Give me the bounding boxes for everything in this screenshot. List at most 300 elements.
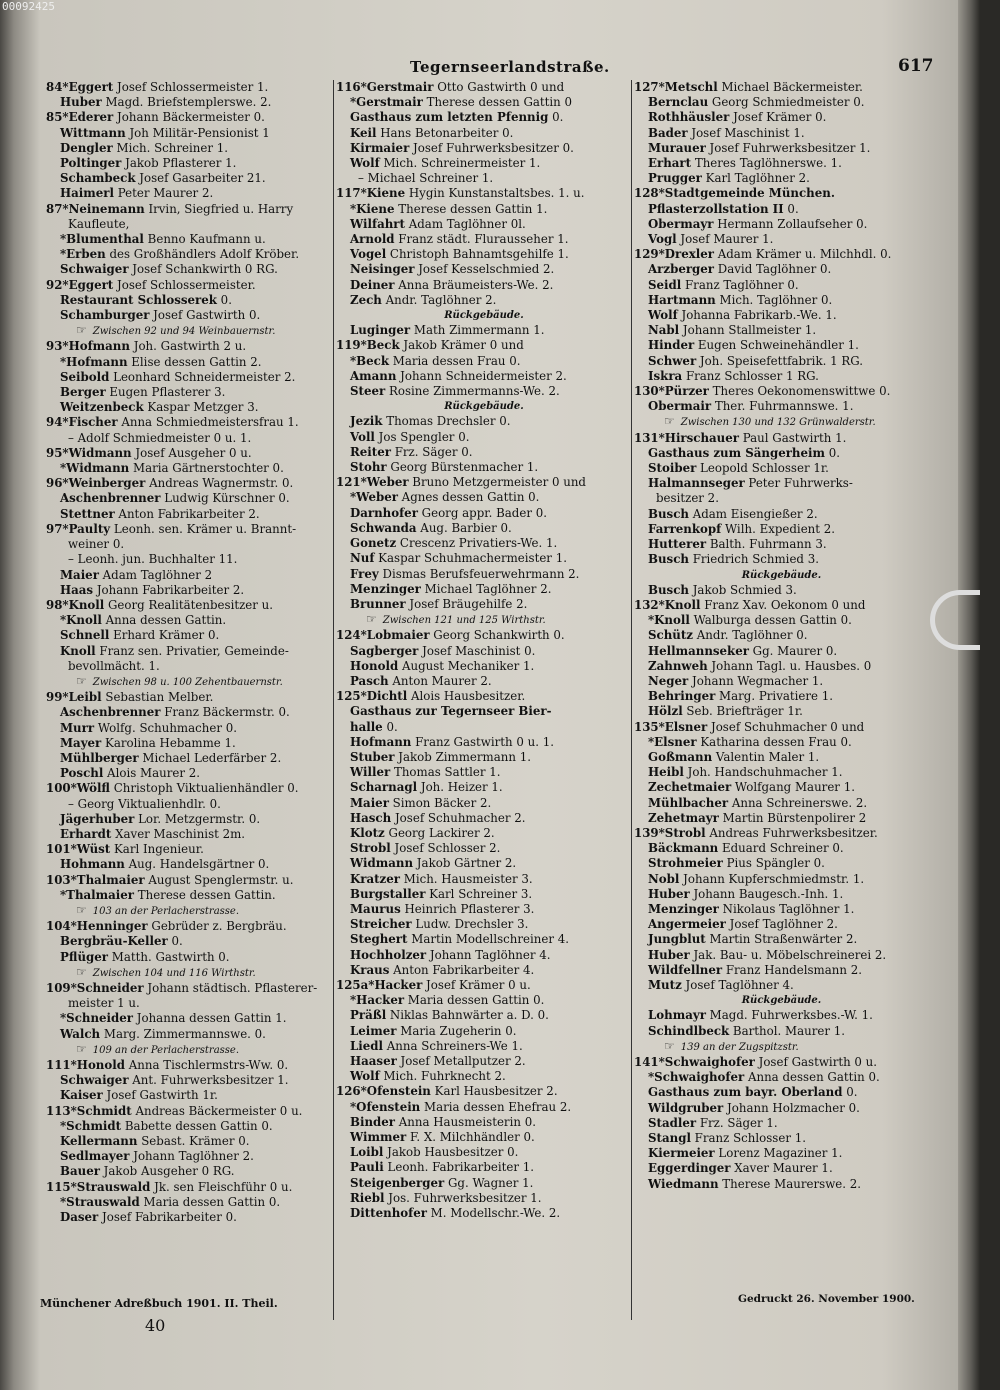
resident-entry <box>336 811 632 826</box>
resident-details: Josef Taglöhner 4. <box>681 977 794 992</box>
resident-name: Kratzer <box>350 871 400 886</box>
resident-entry <box>46 766 346 781</box>
resident-details: Anna Schreinerswe. 2. <box>728 795 868 810</box>
resident-name: *Strauswald <box>60 1194 140 1209</box>
resident-name: Voll <box>350 429 375 444</box>
resident-entry <box>634 856 929 871</box>
resident-details: Josef Gastwirth 0 u. <box>754 1055 878 1069</box>
resident-entry <box>46 721 346 736</box>
resident-name: Seidl <box>648 277 682 292</box>
resident-details: Ther. Fuhrmannswe. 1. <box>711 399 854 414</box>
resident-entry <box>46 95 346 110</box>
resident-details: Jakob Gärtner 2. <box>413 856 517 871</box>
resident-entry <box>634 628 929 643</box>
resident-name: Haimerl <box>60 186 114 201</box>
resident-entry <box>634 583 929 598</box>
resident-details: Josef Taglöhner 2. <box>725 917 838 932</box>
resident-name: 115*Strauswald <box>46 1179 151 1194</box>
resident-name: Mühlberger <box>60 750 139 765</box>
resident-details: Karl Hausbesitzer 2. <box>430 1084 558 1099</box>
resident-name: Dittenhofer <box>350 1206 427 1221</box>
resident-details: Andreas Fuhrwerksbesitzer. <box>705 825 878 840</box>
resident-entry <box>46 247 346 262</box>
resident-name: Goßmann <box>648 749 713 764</box>
resident-name: *Schneider <box>60 1011 133 1026</box>
resident-entry <box>634 446 929 461</box>
resident-entry <box>46 507 346 522</box>
resident-entry <box>46 308 346 323</box>
resident-name: Wiedmann <box>648 1176 719 1191</box>
resident-entry <box>634 552 929 567</box>
resident-name: Schwer <box>648 353 697 368</box>
resident-details: – Georg Viktualienhdlr. 0. <box>68 796 221 811</box>
resident-name: Lohmayr <box>648 1008 706 1023</box>
resident-details: Rosine Zimmermanns-We. 2. <box>385 384 560 399</box>
resident-name: 109*Schneider <box>46 980 144 995</box>
resident-details: Georg Schmiedmeister 0. <box>708 95 865 110</box>
resident-name: Präßl <box>350 1008 387 1023</box>
section-note <box>46 674 346 690</box>
resident-name: 85*Ederer <box>46 110 114 125</box>
resident-name: 141*Schwaighofer <box>634 1055 755 1069</box>
resident-entry <box>634 399 929 414</box>
resident-name: halle <box>350 719 383 734</box>
resident-details: Joh. Handschuhmacher 1. <box>683 765 843 780</box>
house-entry <box>46 522 346 537</box>
note-text: Zwischen 130 und 132 Grünwalderstr. <box>680 417 876 429</box>
resident-details: Johann Schneidermeister 2. <box>396 368 567 383</box>
resident-entry <box>336 796 632 811</box>
resident-name: Walch <box>60 1026 101 1041</box>
resident-entry <box>336 1024 632 1039</box>
resident-entry <box>634 1177 929 1192</box>
resident-details: Georg Realitätenbesitzer u. <box>104 597 274 612</box>
resident-details: Josef Maurer 1. <box>676 232 774 247</box>
resident-entry <box>336 826 632 841</box>
resident-name: Hellmannseker <box>648 643 749 658</box>
resident-name: Leimer <box>350 1023 397 1038</box>
resident-name: Arnold <box>350 232 395 247</box>
resident-entry <box>336 841 632 856</box>
resident-name: *Blumenthal <box>60 232 144 247</box>
resident-entry <box>46 1134 346 1149</box>
resident-details: F. X. Milchhändler 0. <box>406 1130 535 1145</box>
resident-details: Xaver Maurer 1. <box>730 1161 833 1176</box>
resident-details: Joh. Speisefettfabrik. 1 RG. <box>696 353 863 368</box>
resident-details: Wolfg. Schuhmacher 0. <box>94 720 237 735</box>
resident-entry <box>336 171 632 186</box>
resident-entry <box>46 888 346 903</box>
resident-entry <box>634 461 929 476</box>
resident-name: Bauer <box>60 1164 100 1179</box>
resident-details: Simon Bäcker 2. <box>388 795 492 810</box>
resident-name: Vogl <box>648 232 677 247</box>
section-note <box>46 323 346 339</box>
resident-entry <box>46 461 346 476</box>
resident-name: Pasch <box>350 673 389 688</box>
resident-name: *Erben <box>60 247 106 262</box>
resident-entry <box>336 232 632 247</box>
resident-entry <box>46 400 346 415</box>
house-entry <box>46 278 346 293</box>
resident-name: Frey <box>350 566 379 581</box>
resident-entry <box>634 1146 929 1161</box>
resident-details: Johann Taglöhner 2. <box>129 1149 254 1164</box>
resident-details: Josef Metallputzer 2. <box>396 1054 526 1068</box>
resident-name: Murauer <box>648 140 706 155</box>
pointing-hand-icon: ☞ <box>76 1041 87 1056</box>
resident-details: Therese dessen Gattin 1. <box>394 201 548 216</box>
resident-name: Kraus <box>350 962 390 977</box>
resident-name: Mutz <box>648 977 682 992</box>
house-entry <box>634 80 929 95</box>
resident-details: Martin Modellschreiner 4. <box>407 932 569 947</box>
resident-details: des Großhändlers Adolf Kröber. <box>105 247 300 262</box>
resident-name: *Knoll <box>60 613 102 628</box>
resident-entry <box>634 95 929 110</box>
resident-details: Therese dessen Gattin. <box>133 887 276 902</box>
resident-details: – Leonh. jun. Buchhalter 11. <box>68 552 238 567</box>
resident-details: Anna Hausmeisterin 0. <box>395 1114 536 1129</box>
resident-details: Seb. Briefträger 1r. <box>682 704 803 719</box>
resident-name: Stadler <box>648 1115 697 1130</box>
resident-details: Frz. Säger 0. <box>390 444 473 459</box>
resident-name: 94*Fischer <box>46 415 118 430</box>
resident-entry <box>634 796 929 811</box>
resident-name: Neisinger <box>350 262 415 277</box>
resident-details: Crescenz Privatiers-We. 1. <box>396 536 558 551</box>
resident-name: Nabl <box>648 323 680 338</box>
resident-name: 130*Pürzer <box>634 384 709 399</box>
resident-name: Busch <box>648 506 689 521</box>
resident-details: Johann Holzmacher 0. <box>723 1100 860 1115</box>
resident-name: Steghert <box>350 932 408 947</box>
resident-name: Weitzenbeck <box>60 400 144 415</box>
resident-name: Hutterer <box>648 537 707 552</box>
resident-details: Josef Krämer 0. <box>729 110 827 125</box>
pointing-hand-icon: ☞ <box>76 902 87 917</box>
resident-details: Ant. Fuhrwerksbesitzer 1. <box>128 1073 289 1088</box>
house-entry <box>336 338 632 353</box>
resident-entry <box>634 323 929 338</box>
resident-details: Benno Kaufmann u. <box>143 232 266 247</box>
house-entry <box>336 628 632 643</box>
pointing-hand-icon: ☞ <box>76 964 87 979</box>
pointing-hand-icon: ☞ <box>366 612 377 627</box>
resident-details: Johann Baugesch.-Inh. 1. <box>689 886 844 901</box>
resident-details: Jk. sen Fleischführ 0 u. <box>150 1179 293 1194</box>
house-entry <box>46 80 346 95</box>
resident-name: Liedl <box>350 1038 384 1053</box>
resident-entry <box>336 490 632 505</box>
resident-entry <box>336 445 632 460</box>
pointing-hand-icon: ☞ <box>664 414 675 429</box>
house-entry <box>46 1180 346 1195</box>
resident-name: *Elsner <box>648 734 697 749</box>
resident-details: 0. <box>382 719 398 734</box>
resident-details: Josef Kesselschmied 2. <box>414 262 555 277</box>
resident-name: Haas <box>60 582 94 597</box>
resident-details: Sebast. Krämer 0. <box>137 1134 250 1149</box>
resident-details: 0. <box>167 934 183 949</box>
resident-details: Thomas Sattler 1. <box>390 765 501 780</box>
resident-entry <box>634 1131 929 1146</box>
resident-details: Christoph Bahnamtsgehilfe 1. <box>386 247 569 262</box>
resident-entry <box>336 567 632 582</box>
resident-details: Anna Bräumeisters-We. 2. <box>394 277 554 292</box>
resident-entry <box>634 902 929 917</box>
resident-name: 99*Leibl <box>46 690 102 705</box>
resident-details: Maria Zugeherin 0. <box>396 1023 517 1038</box>
resident-entry <box>46 385 346 400</box>
resident-details: Maria Gärtnerstochter 0. <box>129 461 284 476</box>
resident-details: Ludw. Drechsler 3. <box>411 917 529 932</box>
resident-entry <box>634 141 929 156</box>
resident-details: Jakob Ausgeher 0 RG. <box>99 1164 235 1179</box>
resident-entry <box>336 1130 632 1145</box>
resident-entry <box>336 735 632 750</box>
resident-details: Mich. Fuhrknecht 2. <box>379 1069 506 1084</box>
resident-details: Ludwig Kürschner 0. <box>160 491 290 506</box>
page-header <box>30 56 934 80</box>
resident-name: Zechetmaier <box>648 780 732 795</box>
resident-entry <box>634 293 929 308</box>
resident-details: Magd. Fuhrwerksbes.-W. 1. <box>705 1008 873 1023</box>
resident-entry <box>46 431 346 446</box>
pointing-hand-icon: ☞ <box>664 1038 675 1053</box>
resident-name: Murr <box>60 720 95 735</box>
resident-entry <box>336 887 632 902</box>
street-title: Tegernseerlandstraße. <box>410 58 610 76</box>
resident-name: Strobl <box>350 841 391 856</box>
resident-name: 127*Metschl <box>634 80 718 94</box>
resident-entry <box>336 932 632 947</box>
resident-name: Busch <box>648 552 689 567</box>
resident-name: Huber <box>648 886 690 901</box>
resident-name: Zehetmayr <box>648 810 719 825</box>
resident-entry <box>336 582 632 597</box>
resident-entry <box>336 963 632 978</box>
resident-name: Mayer <box>60 735 102 750</box>
resident-entry <box>336 354 632 369</box>
note-text: Zwischen 98 u. 100 Zehentbauernstr. <box>92 676 283 688</box>
resident-name: Wolf <box>648 308 678 323</box>
resident-name: Poltinger <box>60 156 122 171</box>
resident-entry <box>46 827 346 842</box>
resident-details: Gebrüder z. Bergbräu. <box>147 919 287 934</box>
resident-details: M. Modellschr.-We. 2. <box>426 1206 561 1221</box>
resident-details: Josef Maschinist 0. <box>418 643 536 658</box>
resident-name: Bernclau <box>648 95 709 110</box>
resident-name: *Ofenstein <box>350 1099 421 1114</box>
resident-details: Adam Krämer u. Milchhdl. 0. <box>713 247 892 262</box>
resident-details: Johann Tagl. u. Hausbes. 0 <box>707 658 872 673</box>
resident-entry <box>46 141 346 156</box>
resident-name: Schwanda <box>350 520 417 535</box>
note-text: 139 an der Zugspitzstr. <box>680 1041 799 1053</box>
resident-name: Stangl <box>648 1131 691 1146</box>
resident-name: 84*Eggert <box>46 80 114 94</box>
resident-details: Wolfgang Maurer 1. <box>731 780 855 795</box>
resident-name: Stoiber <box>648 461 697 476</box>
resident-entry <box>634 476 929 491</box>
resident-details: Joh. Heizer 1. <box>417 780 503 795</box>
resident-name: Menzinger <box>648 901 719 916</box>
resident-name: *Schwaighofer <box>648 1070 745 1085</box>
resident-details: Jakob Hausbesitzer 0. <box>383 1145 519 1160</box>
resident-entry <box>336 704 632 719</box>
resident-name: Obermayr <box>648 216 714 231</box>
resident-details: Karl Ingenieur. <box>110 842 204 857</box>
resident-entry <box>336 597 632 612</box>
resident-name: Streicher <box>350 917 412 932</box>
paper-clip <box>930 590 980 650</box>
footer-page-number: 40 <box>145 1316 166 1335</box>
note-text: Zwischen 104 und 116 Wirthstr. <box>92 967 256 979</box>
resident-details: Lorenz Magaziner 1. <box>714 1146 843 1161</box>
resident-entry <box>336 369 632 384</box>
resident-entry <box>46 1011 346 1026</box>
resident-details: Johann Stallmeister 1. <box>679 323 817 338</box>
resident-entry <box>634 308 929 323</box>
resident-name: Seibold <box>60 369 110 384</box>
resident-entry <box>634 1070 929 1085</box>
resident-entry <box>46 950 346 965</box>
resident-entry <box>634 202 929 217</box>
resident-details: Josef Maschinist 1. <box>687 125 805 140</box>
resident-details: Hans Betonarbeiter 0. <box>376 125 514 140</box>
resident-details: Franz Taglöhner 0. <box>681 277 799 292</box>
resident-details: Eduard Schreiner 0. <box>718 841 844 856</box>
resident-name: Schwaiger <box>60 1073 129 1088</box>
footer-print-date: Gedruckt 26. November 1900. <box>738 1293 915 1305</box>
resident-entry <box>336 521 632 536</box>
resident-details: Gg. Wagner 1. <box>444 1175 534 1190</box>
resident-entry <box>634 537 929 552</box>
resident-name: Jezik <box>350 414 383 429</box>
resident-name: 129*Drexler <box>634 247 714 262</box>
resident-details: – Adolf Schmiedmeister 0 u. 1. <box>68 430 252 445</box>
resident-entry <box>634 780 929 795</box>
resident-details: August Spenglermstr. u. <box>144 872 294 887</box>
resident-entry <box>46 613 346 628</box>
resident-name: Widmann <box>350 856 414 871</box>
resident-name: Steer <box>350 384 386 399</box>
resident-name: Jägerhuber <box>60 811 135 826</box>
resident-name: Wittmann <box>60 125 126 140</box>
resident-name: Loibl <box>350 1145 384 1160</box>
resident-name: Schindlbeck <box>648 1023 730 1038</box>
resident-name: Maier <box>350 795 389 810</box>
resident-details: Niklas Bahnwärter a. D. 0. <box>386 1008 549 1023</box>
resident-name: Halmannseger <box>648 476 745 491</box>
resident-name: Erhart <box>648 156 692 171</box>
house-entry <box>46 842 346 857</box>
resident-name: Klotz <box>350 825 385 840</box>
resident-name: Kiermeier <box>648 1146 715 1161</box>
resident-name: *Hofmann <box>60 354 128 369</box>
house-entry <box>336 1084 632 1099</box>
resident-entry <box>336 1115 632 1130</box>
resident-name: *Knoll <box>648 613 690 628</box>
resident-details: Elise dessen Gattin 2. <box>127 354 262 369</box>
resident-details: Adam Taglöhner 2 <box>98 567 213 582</box>
house-entry <box>336 186 632 201</box>
resident-details: Georg Bürstenmacher 1. <box>386 460 539 475</box>
pointing-hand-icon: ☞ <box>76 673 87 688</box>
resident-entry <box>46 751 346 766</box>
resident-entry <box>634 963 929 978</box>
resident-details: Josef Schlosser 2. <box>390 841 501 856</box>
resident-name: Gasthaus zum letzten Pfennig <box>350 110 549 125</box>
resident-details: Leonhard Schneidermeister 2. <box>109 369 296 384</box>
resident-details: Kaspar Metzger 3. <box>143 400 259 415</box>
resident-name: 135*Elsner <box>634 719 708 734</box>
resident-name: Neger <box>648 673 689 688</box>
resident-details: Johann städtisch. Pflasterer- <box>143 980 318 995</box>
resident-name: Behringer <box>648 689 716 704</box>
resident-entry <box>336 1054 632 1069</box>
resident-name: Arzberger <box>648 262 715 277</box>
resident-name: Rothhäusler <box>648 110 730 125</box>
resident-entry <box>634 232 929 247</box>
resident-entry <box>46 1088 346 1103</box>
resident-name: Brunner <box>350 596 406 611</box>
resident-name: Stuber <box>350 749 395 764</box>
resident-name: 111*Honold <box>46 1058 125 1072</box>
resident-details: Theres Taglöhnerswe. 1. <box>691 156 842 171</box>
resident-details: Martin Straßenwärter 2. <box>705 932 858 947</box>
resident-details: Peter Fuhrwerks- <box>744 476 853 491</box>
house-entry <box>46 110 346 125</box>
resident-entry <box>634 1008 929 1023</box>
resident-name: 117*Kiene <box>336 186 406 201</box>
resident-name: 95*Widmann <box>46 445 132 460</box>
resident-details: Xaver Maschinist 2m. <box>111 826 246 841</box>
resident-details: Johann Wegmacher 1. <box>688 673 824 688</box>
resident-name: Gonetz <box>350 536 397 551</box>
resident-name: Wildfellner <box>648 962 723 977</box>
resident-name: Reiter <box>350 444 391 459</box>
resident-details: Martin Bürstenpolirer 2 <box>718 810 867 825</box>
house-entry <box>46 1104 346 1119</box>
resident-entry <box>634 978 929 993</box>
resident-name: 131*Hirschauer <box>634 430 739 445</box>
resident-entry <box>46 659 346 674</box>
resident-name: Luginger <box>350 323 411 338</box>
resident-details: Franz städt. Flurausseher 1. <box>394 232 569 247</box>
resident-entry <box>336 1160 632 1175</box>
resident-entry <box>336 1039 632 1054</box>
resident-name: *Thalmaier <box>60 887 134 902</box>
resident-details: Josef Schuhmacher 0 und <box>707 719 865 734</box>
section-heading: Rückgebäude. <box>741 995 822 1007</box>
resident-name: Mühlbacher <box>648 795 729 810</box>
resident-entry <box>634 507 929 522</box>
house-entry <box>634 431 929 446</box>
resident-name: Keil <box>350 125 377 140</box>
resident-details: Kaspar Schuhmachermeister 1. <box>374 551 567 566</box>
house-entry <box>634 1055 929 1070</box>
resident-details: Josef Bräugehilfe 2. <box>405 596 528 611</box>
resident-name: 98*Knoll <box>46 597 105 612</box>
resident-name: 116*Gerstmair <box>336 80 434 94</box>
resident-name: Poschl <box>60 766 104 781</box>
resident-entry <box>634 1024 929 1039</box>
resident-details: Eugen Schweinehändler 1. <box>694 338 859 353</box>
resident-details: Mich. Hausmeister 3. <box>399 871 533 886</box>
house-entry <box>634 826 929 841</box>
